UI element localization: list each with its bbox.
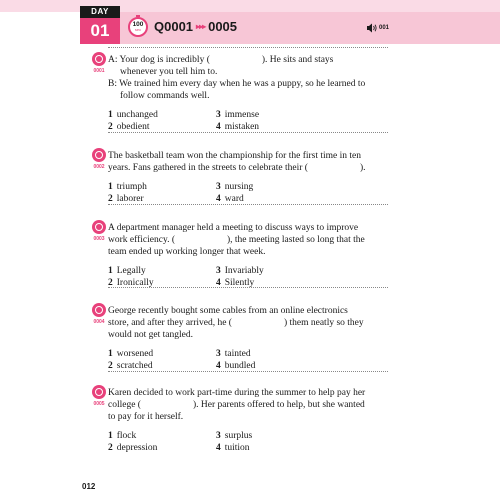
question-text-line <box>108 54 398 66</box>
timer-value: 100 <box>132 21 144 28</box>
choice-number: 1 <box>108 266 113 276</box>
question-number: 0005 <box>93 401 105 407</box>
question-text-line: Karen decided to work part-time during the summer to help pay her <box>108 388 366 398</box>
choice-number: 2 <box>108 122 113 132</box>
question-number: 0003 <box>93 236 105 242</box>
question-divider <box>108 287 388 288</box>
choice-text: Silently <box>224 278 255 288</box>
question-text-line: to pay for it herself. <box>108 412 184 422</box>
choice-text: ward <box>224 194 244 204</box>
choice-text: unchanged <box>116 110 158 120</box>
question-number: 0004 <box>93 319 105 325</box>
choice-text: worsened <box>116 349 154 359</box>
day-badge <box>80 6 120 44</box>
choice-text: mistaken <box>224 122 260 132</box>
choice-text: surplus <box>224 431 253 441</box>
question-text-line <box>108 317 398 329</box>
question-divider <box>108 132 388 133</box>
choice-number: 3 <box>216 266 221 276</box>
page-number: 012 <box>82 482 96 491</box>
choice-text: Invariably <box>224 266 264 276</box>
choice-text: Legally <box>116 266 146 276</box>
question-marker-icon <box>92 385 106 399</box>
choice-number: 3 <box>216 349 221 359</box>
choice-number: 4 <box>216 443 221 453</box>
choice-text: nursing <box>224 182 254 192</box>
question-item <box>93 305 398 372</box>
choice-number: 4 <box>216 361 221 371</box>
answer-choice[interactable] <box>216 442 326 454</box>
choice-number: 4 <box>216 278 221 288</box>
question-range <box>154 19 237 34</box>
answer-choice[interactable] <box>216 265 326 277</box>
answer-choice[interactable] <box>108 430 216 442</box>
answer-choice[interactable] <box>108 181 216 193</box>
text-after-blank: ). <box>359 163 366 173</box>
choice-number: 3 <box>216 431 221 441</box>
question-item <box>93 54 398 133</box>
answer-choice[interactable] <box>216 348 326 360</box>
choice-text: triumph <box>116 182 147 192</box>
choice-text: scratched <box>116 361 153 371</box>
choice-text: laborer <box>116 194 144 204</box>
question-item <box>93 222 398 289</box>
answer-choice[interactable] <box>108 109 216 121</box>
day-number: 01 <box>80 18 120 44</box>
text-before-blank: college ( <box>108 400 141 410</box>
answer-choices <box>108 348 398 372</box>
question-text-line: whenever you tell him to. <box>120 67 218 77</box>
choice-text: bundled <box>224 361 256 371</box>
choice-number: 4 <box>216 122 221 132</box>
choice-text: flock <box>116 431 137 441</box>
question-item <box>93 387 398 454</box>
choice-number: 1 <box>108 182 113 192</box>
text-before-blank: A: Your dog is incredibly ( <box>108 55 210 65</box>
answer-choices <box>108 109 398 133</box>
stopwatch-icon <box>128 17 148 37</box>
answer-choice[interactable] <box>108 442 216 454</box>
choice-text: tainted <box>224 349 251 359</box>
choice-number: 3 <box>216 182 221 192</box>
question-number: 0002 <box>93 164 105 170</box>
audio-track-number: 001 <box>379 25 390 31</box>
question-text-line: B: We trained him every day when he was a puppy, so he learned to <box>108 79 366 89</box>
top-color-band <box>0 0 500 12</box>
question-marker-icon <box>92 303 106 317</box>
text-after-blank: ). He sits and stays <box>261 55 334 65</box>
speaker-icon <box>366 22 378 34</box>
choice-number: 2 <box>108 443 113 453</box>
question-marker-icon <box>92 148 106 162</box>
answer-choices <box>108 430 398 454</box>
choice-number: 4 <box>216 194 221 204</box>
text-before-blank: store, and after they arrived, he ( <box>108 318 232 328</box>
answer-choice[interactable] <box>108 265 216 277</box>
text-before-blank: work efficiency. ( <box>108 235 175 245</box>
day-label: DAY <box>80 6 120 18</box>
audio-track[interactable] <box>366 22 389 34</box>
question-text-line: George recently bought some cables from an online electronics <box>108 306 348 316</box>
choice-number: 1 <box>108 431 113 441</box>
range-arrow-icon: ▸▸▸ <box>196 22 206 31</box>
answer-choice[interactable] <box>216 430 326 442</box>
choice-text: obedient <box>116 122 150 132</box>
question-marker-icon <box>92 52 106 66</box>
text-after-blank: ) them neatly so they <box>283 318 364 328</box>
text-after-blank: ). Her parents offered to help, but she wanted <box>192 400 365 410</box>
question-text-line: follow commands well. <box>120 91 210 101</box>
question-text-line: The basketball team won the championship for the first time in ten <box>108 151 362 161</box>
question-text-line: team ended up working longer that week. <box>108 247 266 257</box>
question-text-line <box>108 399 398 411</box>
choice-number: 2 <box>108 278 113 288</box>
choice-text: tuition <box>224 443 250 453</box>
question-divider <box>108 204 388 205</box>
choice-number: 1 <box>108 110 113 120</box>
question-divider <box>108 371 388 372</box>
choice-number: 3 <box>216 110 221 120</box>
range-start: Q0001 <box>154 19 194 34</box>
choice-number: 2 <box>108 194 113 204</box>
question-text-line: would not get tangled. <box>108 330 193 340</box>
question-number: 0001 <box>93 68 105 74</box>
header-divider <box>108 47 388 48</box>
text-after-blank: ), the meeting lasted so long that the <box>227 235 365 245</box>
question-item <box>93 150 398 205</box>
choice-number: 2 <box>108 361 113 371</box>
timer-unit: sec <box>134 27 142 32</box>
question-marker-icon <box>92 220 106 234</box>
question-text-line <box>108 162 398 174</box>
answer-choices <box>108 265 398 289</box>
answer-choice[interactable] <box>216 181 326 193</box>
choice-number: 1 <box>108 349 113 359</box>
choice-text: Ironically <box>116 278 154 288</box>
question-text-line: A department manager held a meeting to discuss ways to improve <box>108 223 359 233</box>
range-end: 0005 <box>208 19 238 34</box>
choice-text: depression <box>116 443 158 453</box>
answer-choices <box>108 181 398 205</box>
choice-text: immense <box>224 110 260 120</box>
text-before-blank: years. Fans gathered in the streets to celebrate their ( <box>108 163 308 173</box>
answer-choice[interactable] <box>108 348 216 360</box>
answer-choice[interactable] <box>216 109 326 121</box>
question-text-line <box>108 234 398 246</box>
